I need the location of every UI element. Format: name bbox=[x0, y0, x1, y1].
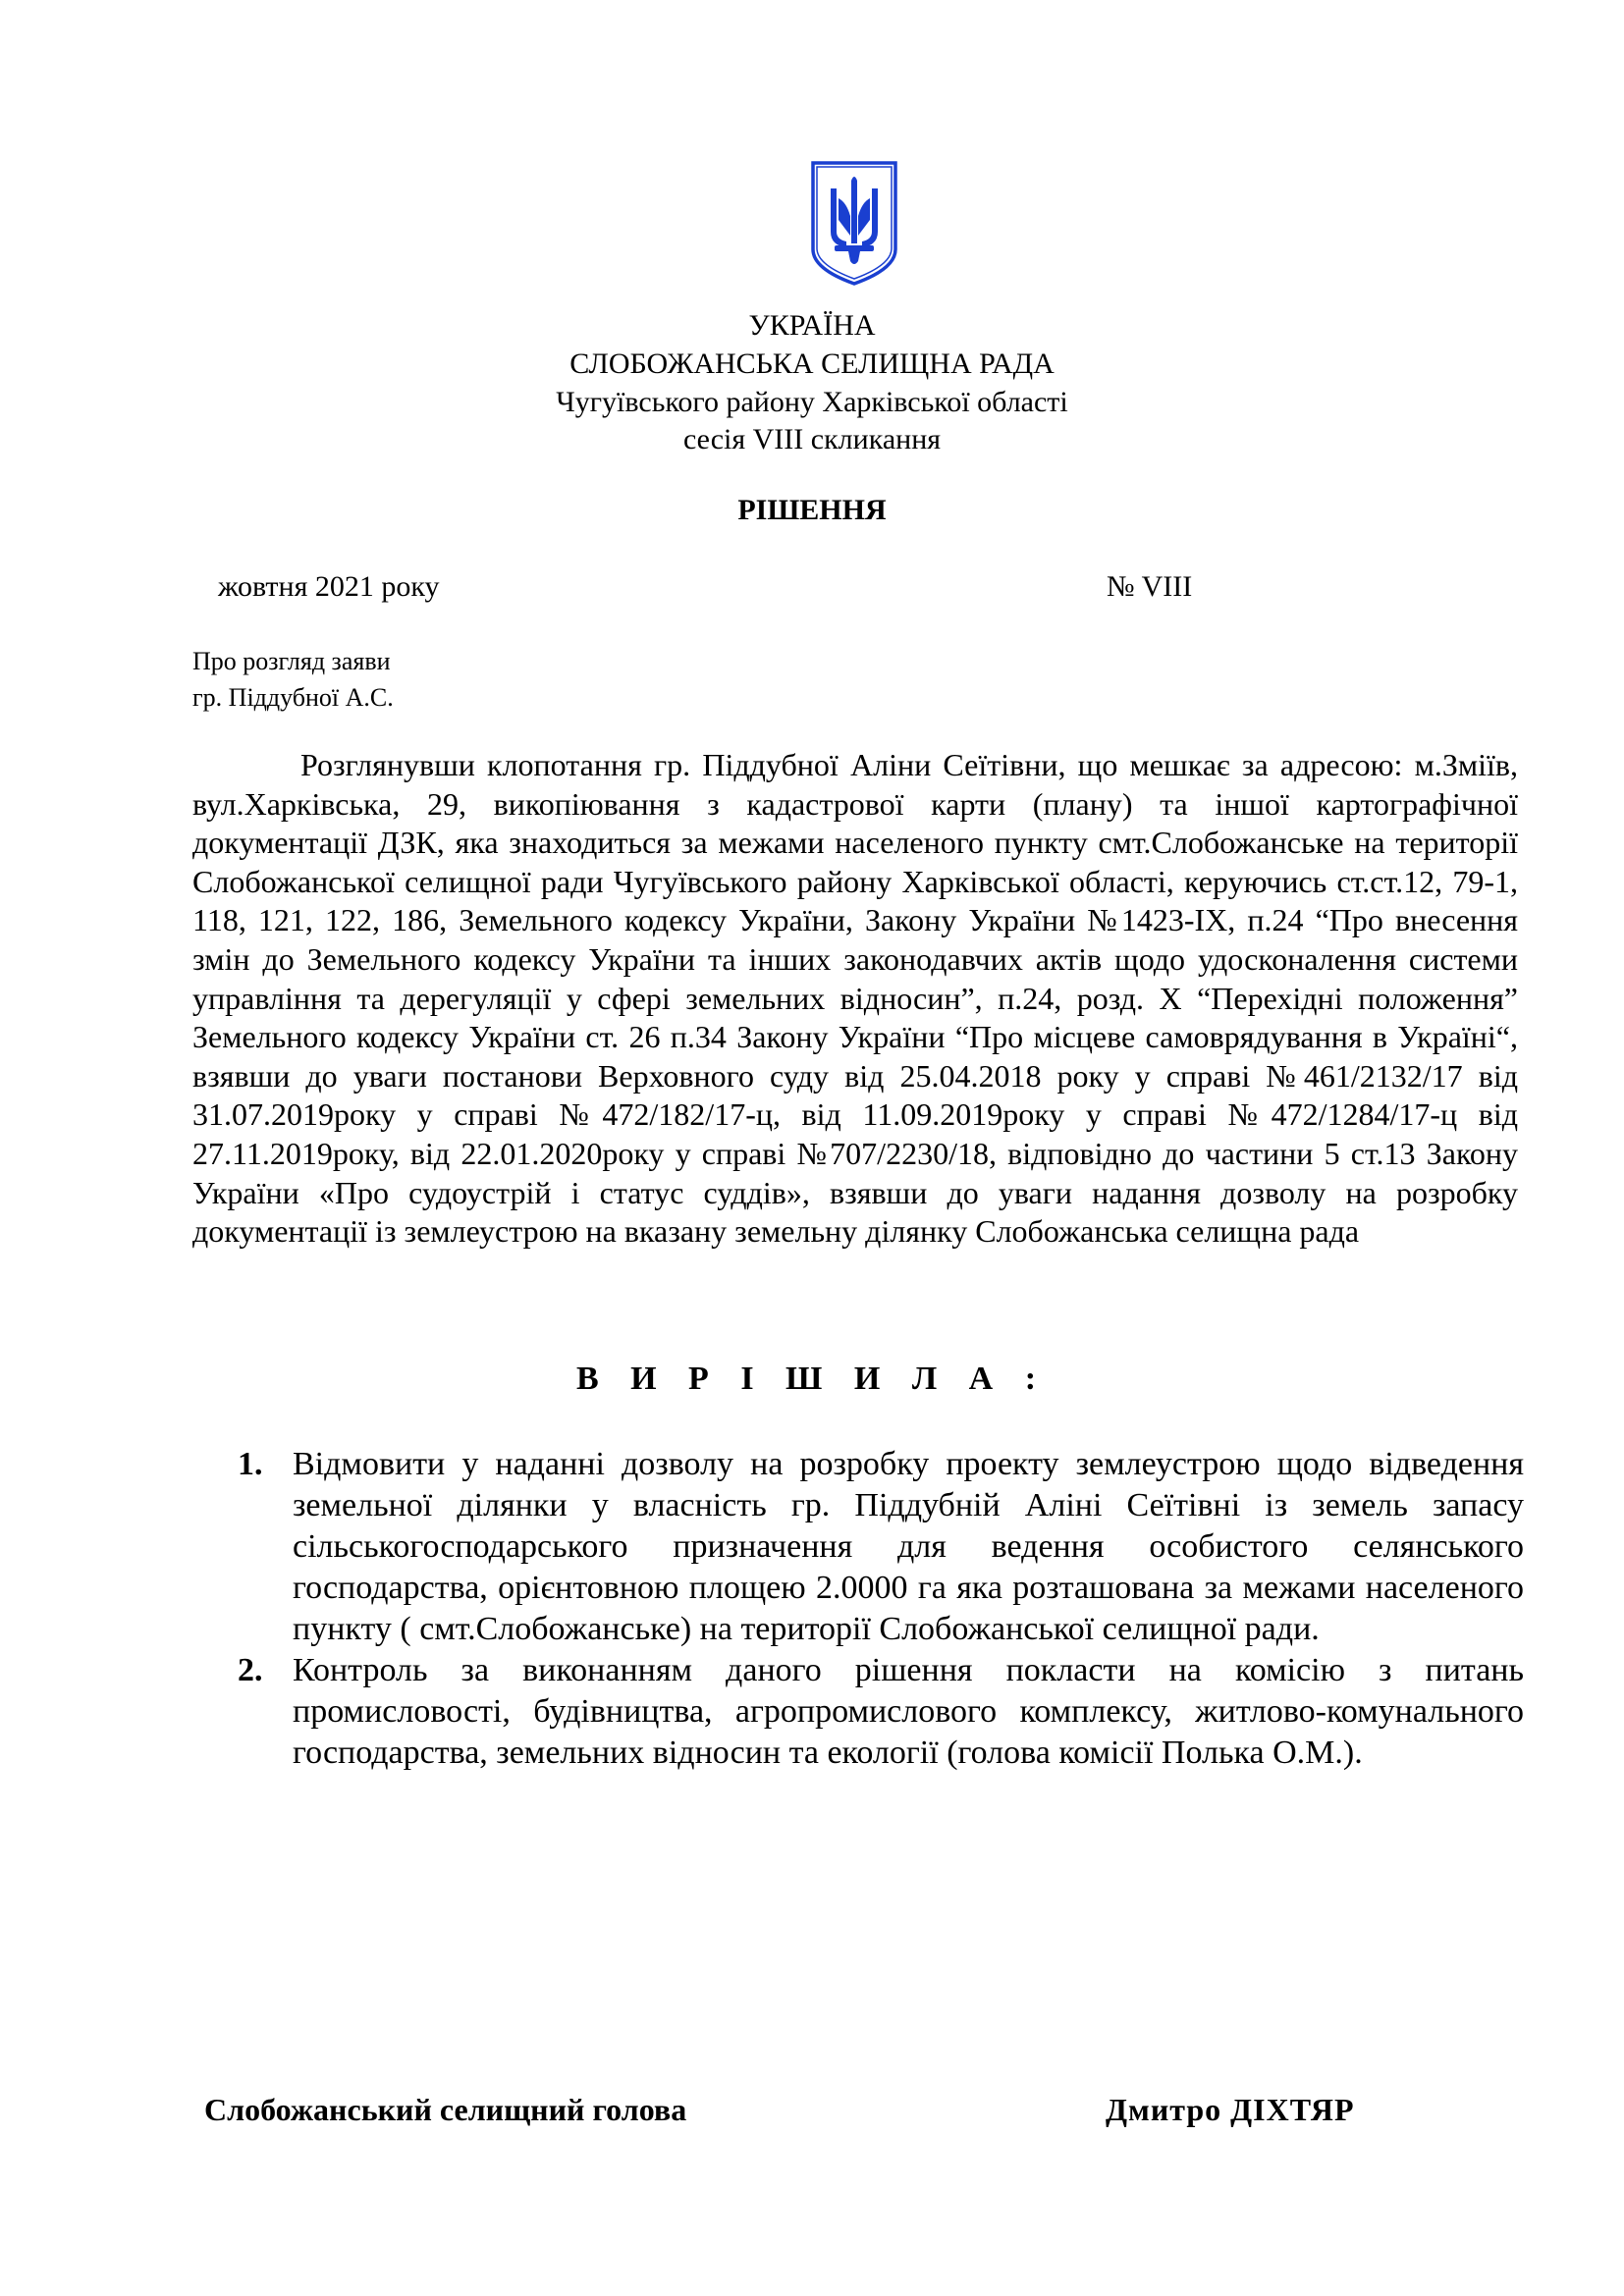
signature-name: Дмитро ДІХТЯР bbox=[1106, 2092, 1355, 2127]
decided-heading: В И Р І Ш И Л А : bbox=[575, 1361, 1049, 1397]
header-council: СЛОБОЖАНСЬКА СЕЛИЩНА РАДА bbox=[569, 347, 1055, 380]
header-country: УКРАЇНА bbox=[748, 309, 876, 342]
decision-date: жовтня 2021 року bbox=[218, 570, 440, 603]
subject-line-1: Про розгляд заяви bbox=[192, 647, 391, 675]
subject-block bbox=[192, 643, 394, 716]
decision-item-text: Контроль за виконанням даного рішення покласти на комісію з питань промисловості, будівництва, агропромислового комплексу, житлово-комунального господарства, земельних відносин та екології (голова комісії Полька О.М.). bbox=[293, 1652, 1524, 1771]
preamble-paragraph bbox=[192, 746, 1518, 1252]
decision-number: № VIII bbox=[1107, 570, 1193, 603]
decision-item bbox=[238, 1444, 1524, 1650]
trident-coat-of-arms-icon bbox=[807, 159, 901, 287]
decision-item-number: 2. bbox=[238, 1652, 263, 1688]
subject-line-2: гр. Піддубної А.С. bbox=[192, 683, 394, 712]
decision-item bbox=[238, 1650, 1524, 1774]
header-session: сесія VIII скликання bbox=[682, 423, 942, 455]
document-title: РІШЕННЯ bbox=[737, 494, 887, 526]
signature-position: Слобожанський селищний голова bbox=[204, 2092, 687, 2127]
decision-list bbox=[238, 1444, 1524, 1774]
decision-item-number: 1. bbox=[238, 1446, 263, 1482]
preamble-text: Розглянувши клопотання гр. Піддубної Аліни Сеїтівни, що мешкає за адресою: м.Зміїв, вул.Харківська, 29, викопіювання з кадастрової карти (плану) та іншої картографічної документації ДЗК, яка знаходиться за межами населеного пункту смт.Слобожанське на території Слобожанської селищної ради Чугуївського району Харківської області, керуючись ст.ст.12, 79-1, 118, 121, 122, 186, Земельного кодексу України, Закону України №1423-IX, п.24 “Про внесення змін до Земельного кодексу України та інших законодавчих актів щодо удосконалення системи управління та дерегуляції у сфері земельних відносин”, п.24, розд. X “Перехідні положення” Земельного кодексу України ст. 26 п.34 Закону України “Про місцеве самоврядування в Україні“, взявши до уваги постанови Верховного суду від 25.04.2018 року у справі №461/2132/17 від 31.07.2019року у справі №472/182/17-ц, від 11.09.2019року у справі №472/1284/17-ц від 27.11.2019року, від 22.01.2020року у справі №707/2230/18, відповідно до частини 5 ст.13 Закону України «Про судоустрій і статус суддів», взявши до уваги надання дозволу на розробку документації із землеустрою на вказану земельну ділянку Слобожанська селищна рада bbox=[192, 747, 1518, 1250]
decision-item-text: Відмовити у наданні дозволу на розробку проекту землеустрою щодо відведення земельної ділянки у власність гр. Піддубній Аліні Сеїтівні із земель запасу сільськогосподарського призначення для ведення особистого селянського господарства, орієнтовною площею 2.0000 га яка розташована за межами населеного пункту ( смт.Слобожанське) на території Слобожанської селищної ради. bbox=[293, 1446, 1524, 1647]
header-district: Чугуївського району Харківської області bbox=[556, 386, 1068, 418]
